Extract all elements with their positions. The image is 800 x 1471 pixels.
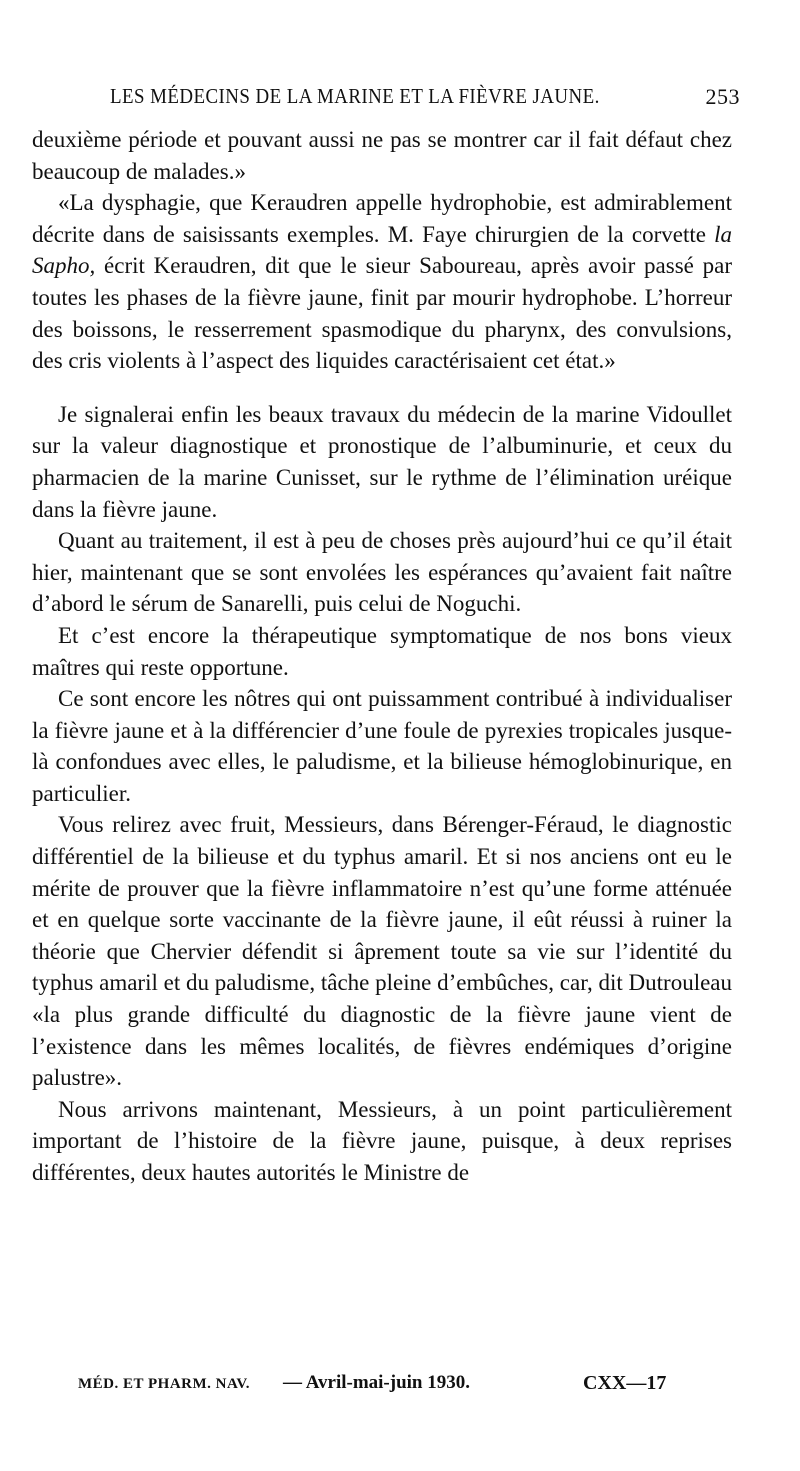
footer-date: — Avril-mai-juin 1930. [283,1372,471,1393]
running-head [110,84,750,114]
paragraph-text: «La dysphagie, que Keraudren appelle hydrophobie, est admirablement décrite dans de saisissants exemples. M. Faye chirurgien de la corvette [32,190,732,247]
footer-journal: MÉD. ET PHARM. NAV. [78,1376,251,1392]
paragraph-traitement: Quant au traitement, il est à peu de choses près aujourd’hui ce qu’il était hier, maintenant que se sont envolées les espérances qu’avaient fait naître d’abord le sérum de Sanarelli, puis celui de Noguchi. [32,528,732,617]
paragraph-vidoullet: Je signalerai enfin les beaux travaux du médecin de la marine Vidoullet sur la valeur diagnostique et pronostique de l’albuminurie, et ceux du pharmacien de la marine Cunisset, sur le rythme de l’élimination uréique dans la fièvre jaune. [32,401,732,522]
paragraph-continuation: deuxième période et pouvant aussi ne pas se montrer car il fait défaut chez beaucoup de malades.» [32,127,732,184]
running-title: LES MÉDECINS DE LA MARINE ET LA FIÈVRE JAUNE. [110,84,600,108]
paragraph-quote-dysphagie [32,187,732,377]
paragraph-diagnostic: Vous relirez avec fruit, Messieurs, dans Bérenger-Féraud, le diagnostic différentiel de la bilieuse et du typhus amaril. Et si nos anciens ont eu le mérite de prouver que la fièvre inflammatoire n’est qu’une forme atténuée et en quelque sorte vaccinante de la fièvre jaune, il eût réussi à ruiner la théorie que Chervier défendit si âprement toute sa vie sur l’identité du typhus amaril et du paludisme, tâche pleine d’embûches, car, dit Dutrouleau «la plus grande difficulté du diagnostic de la fièvre jaune vient de l’existence dans les mêmes localités, de fièvres endémiques d’origine palustre». [32,812,732,1091]
ship-name: la Sapho, [32,221,732,279]
paragraph-individualiser: Ce sont encore les nôtres qui ont puissamment contribué à individualiser la fièvre jaune et à la différencier d’une foule de pyrexies tropicales jusque-là confondues avec elles, le paludisme, et la bilieuse hémoglobinurique, en particulier. [32,686,732,806]
page-footer [78,1372,718,1402]
paragraph-ministre: Nous arrivons maintenant, Messieurs, à un point particulièrement important de l’histoire de la fièvre jaune, puisque, à deux reprises différentes, deux hautes autorités le Ministre de [32,1096,732,1185]
page-number: 253 [705,84,740,109]
paragraph-gap [32,377,732,399]
footer-signature: CXX—17 [583,1372,667,1394]
paragraph-text: écrit Keraudren, dit que le sieur Saboureau, après avoir passé par toutes les phases de la fièvre jaune, finit par mourir hydrophobe. L’horreur des boissons, le resserrement spasmodique du pharynx, des convulsions, des cris violents à l’aspect des liquides caractérisaient cet état.» [32,253,732,374]
body-text [32,124,732,1189]
paragraph-therapeutique: Et c’est encore la thérapeutique symptomatique de nos bons vieux maîtres qui reste opportune. [32,622,732,680]
